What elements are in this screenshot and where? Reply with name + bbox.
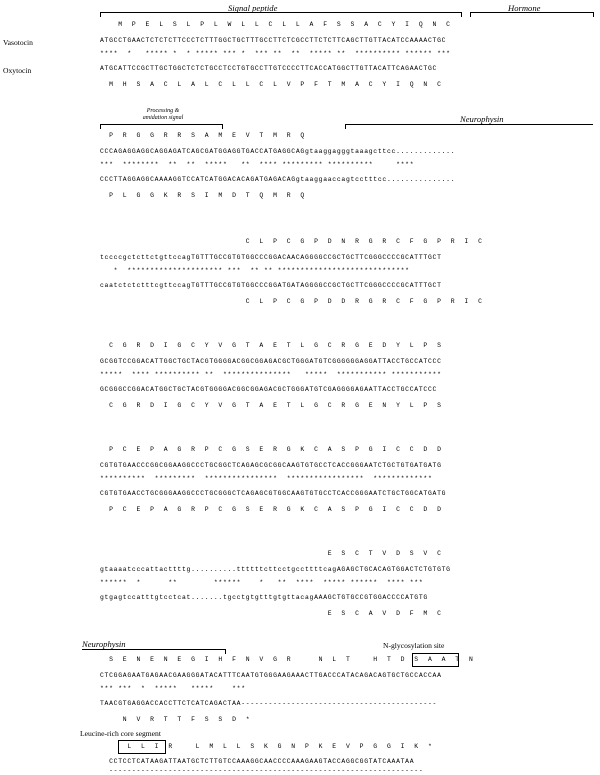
processing-signal-bracket	[100, 124, 223, 129]
block2-dna-top: CCCAGAGGAGGCAGGAGATCAGCGATGGAGGTGACCATGAGGCAGgtaaggagggtaaagcttcc.............	[100, 148, 456, 155]
block3-match: * ********************* *** ** ** *****************************	[100, 267, 410, 274]
block5-dna-top: CGTGTGAACCCGGCGGAAGGCCCTGCGGCTCAGAGCGCGGCAAGTGTGCCTCACCGGGAATCTGCTGTGATGATG	[100, 462, 442, 469]
block5-aa-top: P C E P A G R P C G S E R G K C A S P G I C C D D	[100, 446, 442, 453]
block1-dna-top: ATGCCTGAACTCTCTCTTCCCTCTTTGGCTGCTTTGCCTTCTCGCCTTCTCTTCAGCTTGTTACATCCAAAACTGC	[100, 37, 447, 44]
block8-gap: ---------------------------------------------------------------------	[100, 767, 424, 774]
block1-aa-bottom: M H S A C L A L C L L C L V P F T M A C Y I Q N C	[100, 81, 442, 88]
hormone-label: Hormone	[508, 3, 541, 13]
neurophysin-label-2: Neurophysin	[82, 639, 126, 649]
neurophysin-label-1: Neurophysin	[460, 114, 504, 124]
block6-match: ****** * ** ****** * ** **** ***** ****** **** ***	[100, 579, 424, 586]
vasotocin-row-label: Vasotocin	[3, 38, 33, 47]
block2-aa-bottom: P L G G K R S I M D T Q M R Q	[100, 192, 305, 199]
signal-peptide-bracket	[100, 12, 462, 17]
block7-dna-top: CTCGGAGAATGAGAACGAAGGGATACATTTCAATGTGGGAAGAAACTTGACCCATACAGACAGTGCTGCCACCAA	[100, 672, 442, 679]
block8-aa-top: L L I R L M L L S K G N P K E V P G G I K *	[100, 743, 433, 750]
block3-dna-bottom: caatctctctttcgttccagTGTTTGCCGTGTGGCCCGGATGATAGGGGCCGCTGCTTCGGGCCCCGCATTTGCT	[100, 282, 442, 289]
block4-match: ***** **** ********** ** *************** ***** *********** ***********	[100, 371, 442, 378]
block3-aa-bottom: C L P C G P D D R G R C F G P R I C	[100, 298, 483, 305]
block5-aa-bottom: P C E P A G R P C G S E R G K C A S P G I C C D D	[100, 506, 442, 513]
block5-dna-bottom: CGTGTGAACCTGCGGGAAGGCCCTGCGGGCTCAGAGCGTGGCAAGTGTGCCTCACCGGGAATCTGCTGGCATGATG	[100, 490, 447, 497]
processing-signal-line1: Processing &	[146, 108, 180, 114]
block4-dna-top: GCGGTCCGGACATTGGCTGCTACGTGGGGACGGCGGAGACGCTGGGATGTCGGGGGGAGGATTACCTGCCATCCC	[100, 358, 442, 365]
block7-dna-bottom: TAACGTGAGGACCACCTTCTCATCAGACTAA-------------------------------------------	[100, 700, 438, 707]
block3-aa-top: C L P C G P D N R G R C F G P R I C	[100, 238, 483, 245]
block4-aa-top: C G R D I G C Y V G T A E T L G C R G E D Y L P S	[100, 342, 442, 349]
block4-dna-bottom: GCGGGCCGGACATGGCTGCTACGTGGGGACGGCGGAGACGCTGGGATGTCGAGGGGAGAATTACCTGCCATCCC	[100, 386, 438, 393]
n-glycosylation-label: N-glycosylation site	[383, 641, 445, 650]
block1-aa-top: M P E L S L P L W L L C L L A F S S A C Y I Q N C	[100, 21, 451, 28]
block8-dna: CCTCCTCATAAGATTAATGCTCTTGTCCAAAGGCAACCCCAAAGAAGTACCAGGCGGTATCAAATAA	[100, 758, 415, 765]
block3-dna-top: tccccgctcttctgttccagTGTTTGCCGTGTGGCCCGGACAACAGGGGCCGCTGCTTCGGGCCCCGCATTTGCT	[100, 254, 442, 261]
block2-match: *** ******** ** ** ***** ** **** ********* ********** ****	[100, 161, 415, 168]
processing-signal-line2: amidation signal	[142, 115, 184, 121]
block7-aa-top: S E N E N E G I H F N V G R N L T H T D S A A T N	[100, 656, 474, 663]
block6-dna-bottom: gtgagtccatttgtcctcat.......tgcctgtgtttgtgttacagAAAGCTGTGCCGTGGACCCCATGTG	[100, 594, 428, 601]
processing-signal-label	[113, 108, 213, 122]
block5-match: ********** ********* **************** ***************** *************	[100, 475, 433, 482]
block4-aa-bottom: C G R D I G C Y V G T A E T L G C R G E N Y L P S	[100, 402, 442, 409]
block2-dna-bottom: CCCTTAGGAGGCAAAAGGTCCATCATGGACACAGATGAGACAGgtaaggaaccagtcctttcc...............	[100, 176, 456, 183]
block1-match: **** * ***** * * ***** *** * *** ** ** ***** ** ********** ****** ***	[100, 50, 451, 57]
block7-aa-bottom: N V R T T F S S D *	[100, 716, 251, 723]
block6-aa-top: E S C T V D S V C	[100, 550, 442, 557]
leucine-core-label: Leucine-rich core segment	[80, 729, 161, 738]
block7-match: *** *** * ***** ***** ***	[100, 685, 246, 692]
block6-aa-bottom: E S C A V D F M C	[100, 610, 442, 617]
block1-dna-bottom: ATGCATTCCGCTTGCTGGCTCTCTGCCTCCTGTGCCTTGTCCCCTTCACCATGGCTTGTTACATTCAGAACTGC	[100, 65, 438, 72]
block6-dna-top: gtaaaatcccattacttttg..........ttttttcttcctgccttttcagAGAGCTGCACAGTGGACTCTGTGTG	[100, 566, 451, 573]
neurophysin-bracket-2	[82, 649, 226, 654]
signal-peptide-label: Signal peptide	[228, 3, 278, 13]
oxytocin-row-label: Oxytocin	[3, 66, 32, 75]
neurophysin-bracket-1	[345, 124, 593, 129]
block2-aa-top: P R G G R R S A M E V T M R Q	[100, 132, 305, 139]
